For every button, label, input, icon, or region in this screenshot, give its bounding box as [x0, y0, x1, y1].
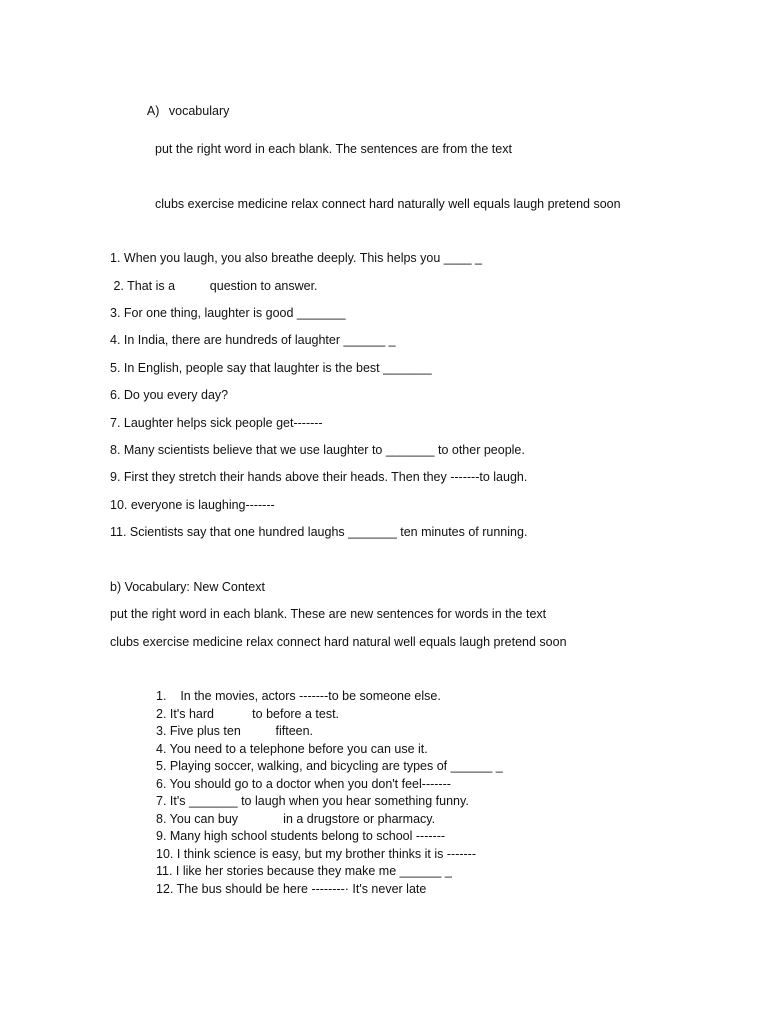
section-b-question-3: 3. Five plus ten fifteen. [156, 724, 314, 738]
section-b-question-12: 12. The bus should be here --------· It's never late [156, 881, 427, 896]
section-b-question-10: 10. I think science is easy, but my brother thinks it is ------- [156, 846, 477, 861]
section-a-question-6: 6. Do you every day? [110, 388, 229, 402]
section-a-word-bank: clubs exercise medicine relax connect hard naturally well equals laugh pretend soon [155, 197, 621, 211]
section-a-question-1: 1. When you laugh, you also breathe deeply. This helps you ____ _ [110, 251, 483, 265]
section-b-word-bank: clubs exercise medicine relax connect hard natural well equals laugh pretend soon [110, 635, 567, 649]
section-b-question-11: 11. I like her stories because they make me ______ _ [156, 864, 452, 878]
section-a-marker: A) [146, 104, 160, 118]
section-b-question-8: 8. You can buy in a drugstore or pharmacy. [156, 811, 436, 826]
section-b-question-1: 1. In the movies, actors -------to be someone else. [156, 689, 441, 703]
section-b-heading: b) Vocabulary: New Context [110, 580, 265, 594]
section-a-question-10: 10. everyone is laughing------- [110, 498, 275, 512]
section-b-question-6: 6. You should go to a doctor when you don't feel------- [156, 776, 451, 791]
section-b-question-4: 4. You need to a telephone before you can use it. [156, 741, 428, 756]
section-b-instruction: put the right word in each blank. These are new sentences for words in the text [110, 607, 547, 621]
section-a-question-11: 11. Scientists say that one hundred laughs _______ ten minutes of running. [110, 525, 528, 539]
section-a-question-3: 3. For one thing, laughter is good _______ [110, 306, 346, 320]
section-a-question-2: 2. That is a question to answer. [110, 279, 318, 293]
section-b-question-9: 9. Many high school students belong to school ------- [156, 829, 446, 843]
section-b-question-5: 5. Playing soccer, walking, and bicycling are types of ______ _ [156, 759, 503, 773]
section-a-title: vocabulary [168, 104, 230, 118]
section-a-question-5: 5. In English, people say that laughter is the best _______ [110, 361, 432, 375]
section-b-question-list [156, 688, 503, 898]
section-b-question-2: 2. It's hard to before a test. [156, 706, 340, 721]
section-a-question-8: 8. Many scientists believe that we use laughter to _______ to other people. [110, 443, 525, 457]
section-a-question-4: 4. In India, there are hundreds of laughter ______ _ [110, 333, 396, 347]
section-a-question-9: 9. First they stretch their hands above their heads. Then they -------to laugh. [110, 470, 528, 484]
section-b-question-7: 7. It's _______ to laugh when you hear something funny. [156, 794, 469, 808]
section-a-heading [133, 87, 229, 135]
section-a-instruction: put the right word in each blank. The sentences are from the text [155, 142, 512, 156]
section-a-question-7: 7. Laughter helps sick people get------- [110, 416, 323, 430]
